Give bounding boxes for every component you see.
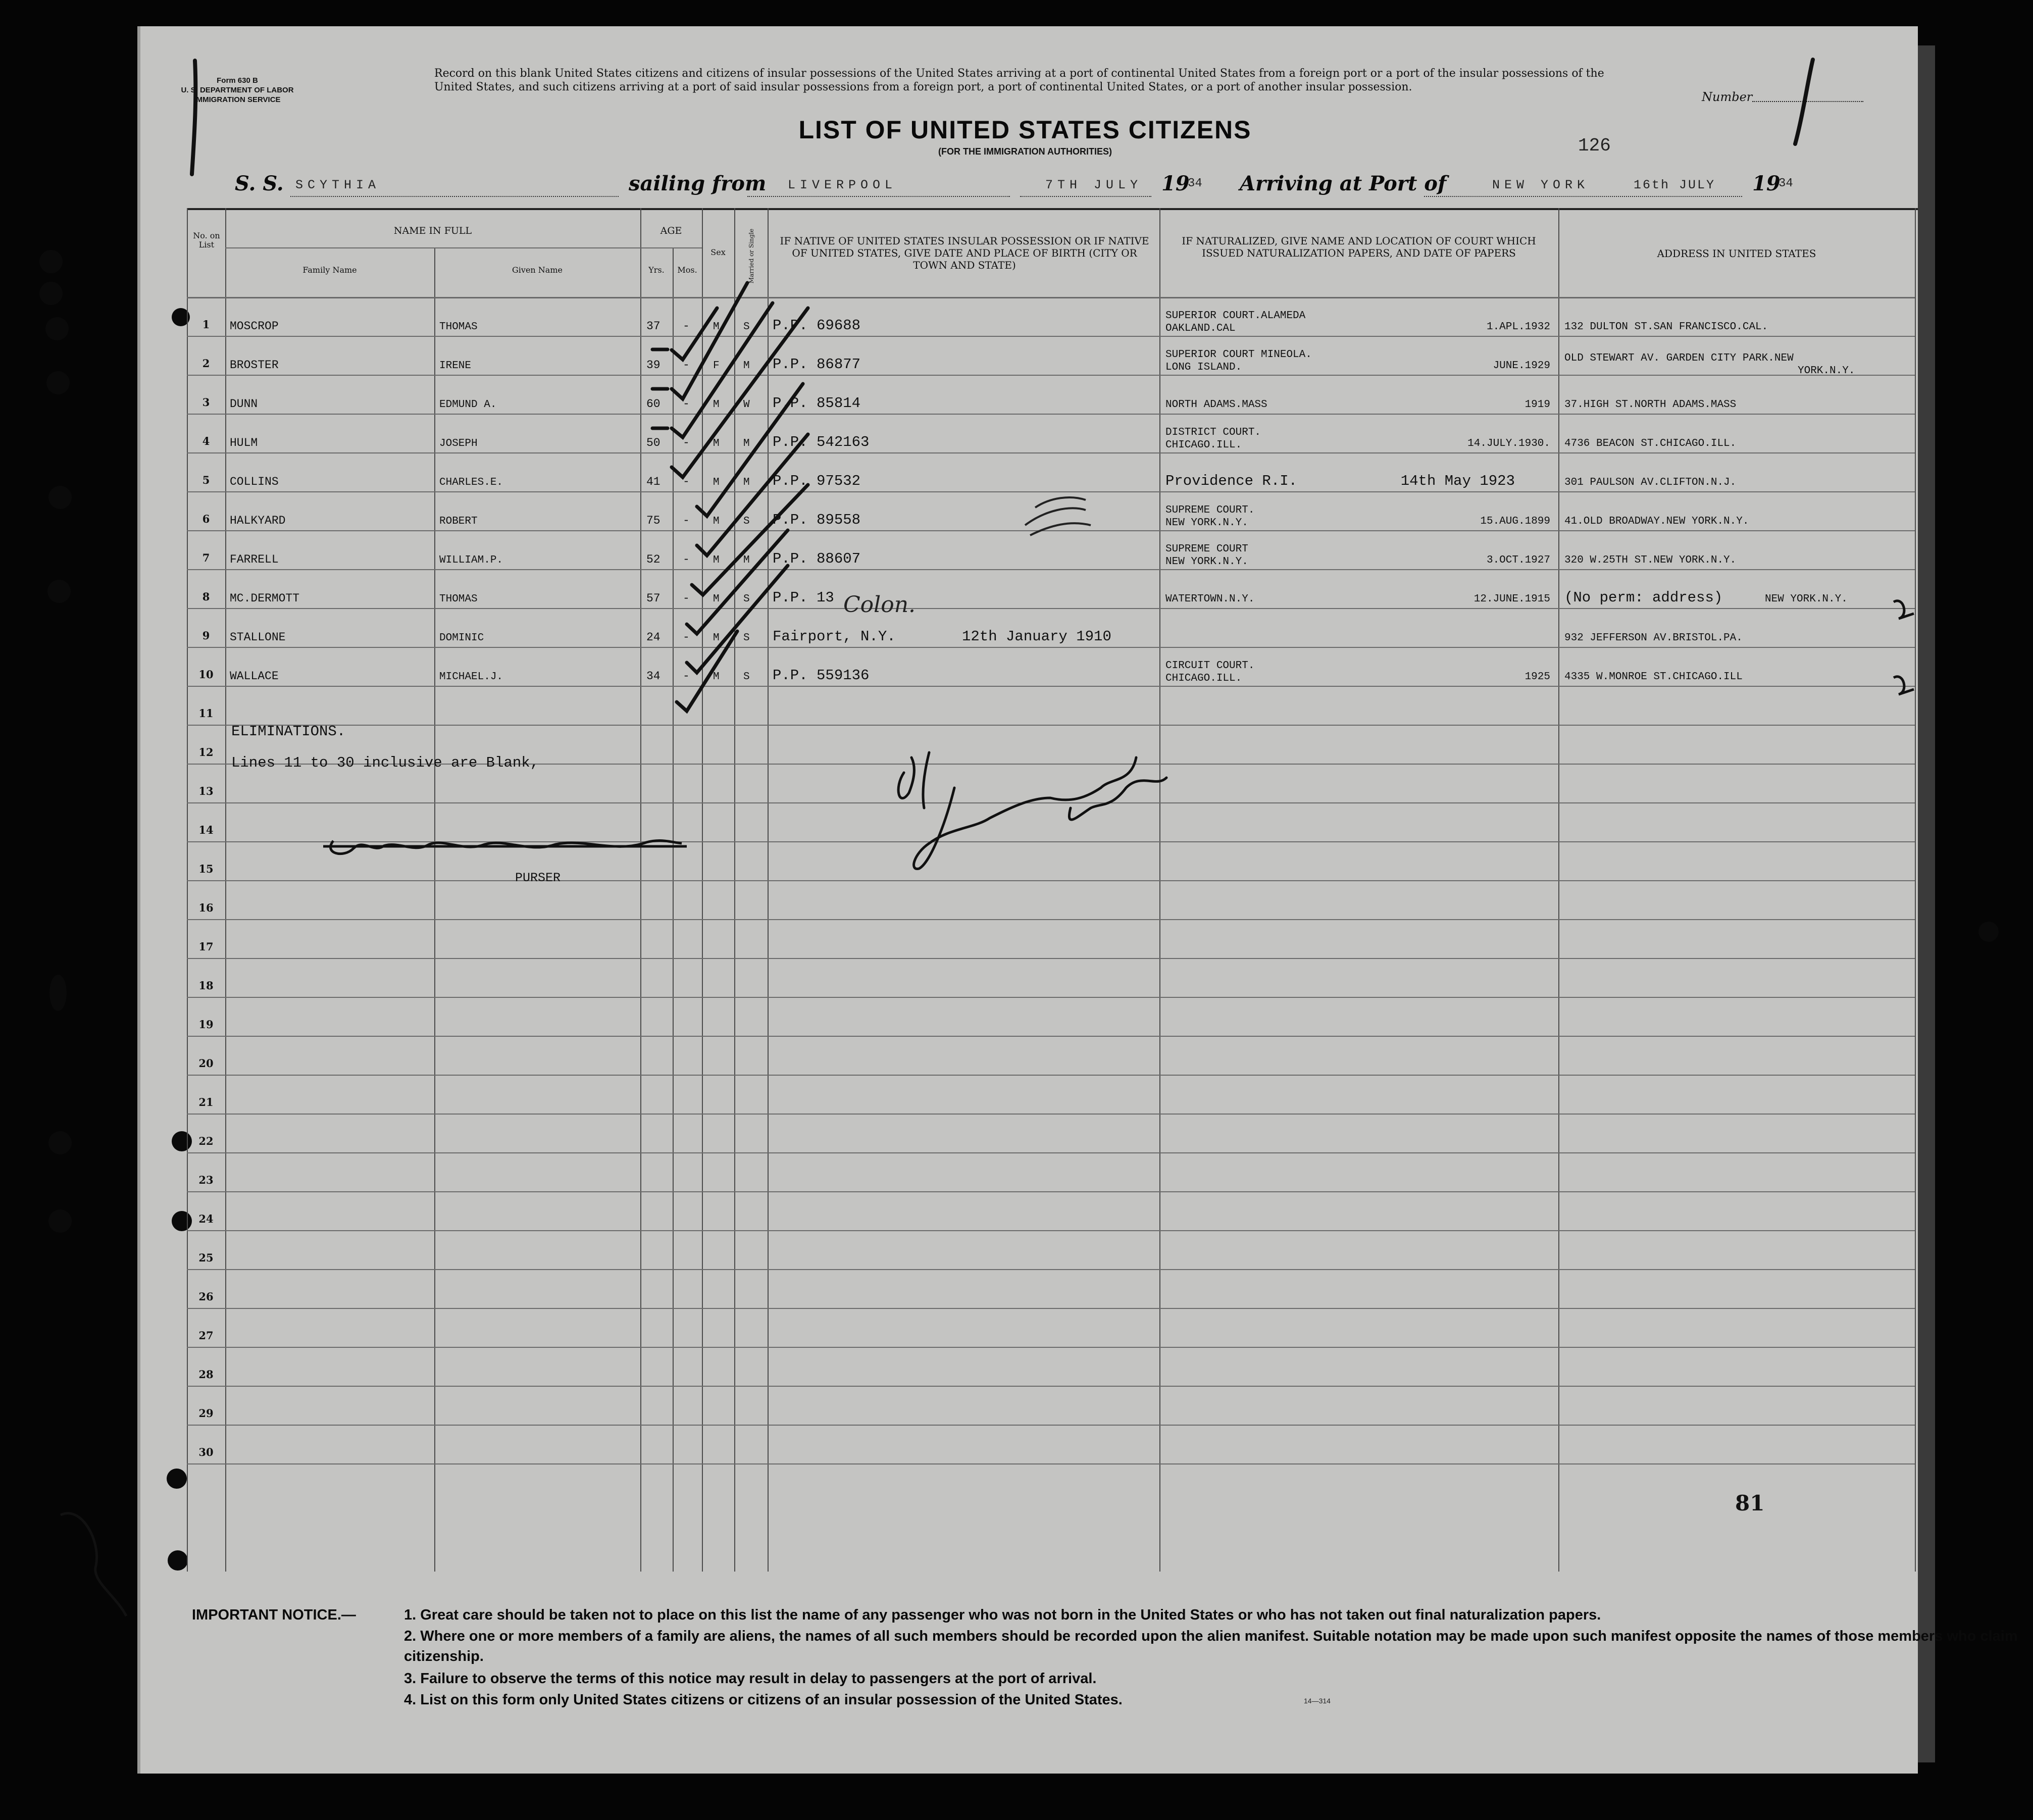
address: 4335 W.MONROE ST.CHICAGO.ILL [1564, 671, 1743, 683]
row-number: 15 [198, 863, 214, 875]
given-name: WILLIAM.P. [439, 554, 503, 566]
sex: M [713, 516, 720, 527]
given-name: ROBERT [439, 516, 478, 527]
row-number: 1 [202, 318, 210, 331]
row-number: 12 [198, 746, 214, 759]
blank-lines-note: Lines 11 to 30 inclusive are Blank, [231, 754, 539, 771]
check-marks [652, 283, 808, 711]
address: (No perm: address) [1564, 589, 1723, 606]
col-header-name: NAME IN FULL [393, 225, 472, 236]
birth-info: P.P. 97532 [773, 473, 861, 489]
page-title: LIST OF UNITED STATES CITIZENS [798, 116, 1252, 144]
address: 932 JEFFERSON AV.BRISTOL.PA. [1564, 632, 1743, 644]
family-name: MOSCROP [230, 320, 279, 333]
court-location: NEW YORK.N.Y. [1165, 556, 1248, 568]
marital-status: S [743, 671, 750, 683]
service-name: IMMIGRATION SERVICE [194, 95, 281, 104]
col-header-no: No. on List [193, 231, 220, 249]
margin-strokes [192, 60, 1813, 174]
sex: M [713, 593, 720, 605]
row-number: 14 [198, 824, 214, 836]
notice-item: 3. Failure to observe the terms of this notice may result in delay to passengers at the port of arrival. [404, 1671, 1097, 1687]
age-months: - [683, 475, 690, 488]
side-marks [61, 601, 1914, 1616]
check-mark [672, 303, 773, 437]
department-name: U. S. DEPARTMENT OF LABOR [181, 86, 294, 94]
handwritten-colon: Colon. [843, 592, 916, 618]
age-months: - [683, 514, 690, 527]
row-number: 29 [198, 1407, 214, 1420]
birth-info: P.P. 88607 [773, 550, 861, 567]
given-name: MICHAEL.J. [439, 671, 503, 683]
col-header-given: Given Name [512, 265, 563, 275]
age-months: - [683, 592, 690, 605]
sex: M [713, 477, 720, 488]
row-number: 21 [198, 1096, 214, 1108]
birth-info: P.P. 559136 [773, 667, 870, 684]
form-instructions: Record on this blank United States citizens and citizens of insular possessions of the United States arriving at a port of continental United States from a foreign port or a port of the insular possessions of the United States, and such citizens arriving at a port of said insular possessions from a foreign port, a port of continental United States, or a port of another insular possession. [434, 67, 1604, 93]
family-name: DUNN [230, 397, 258, 411]
birth-info: P.P. 542163 [773, 434, 870, 450]
family-name: STALLONE [230, 631, 286, 644]
row-number: 2 [202, 357, 210, 370]
age-years: 57 [646, 592, 660, 605]
check-mark [672, 283, 747, 399]
row-number: 13 [198, 785, 214, 797]
family-name: WALLACE [230, 670, 279, 683]
marital-status: S [743, 593, 750, 605]
row-number: 4 [202, 435, 210, 447]
naturalization-date: 3.OCT.1927 [1486, 554, 1550, 566]
row-number: 11 [198, 707, 214, 720]
check-mark [697, 384, 803, 516]
age-years: 41 [646, 475, 660, 488]
page-subtitle: (FOR THE IMMIGRATION AUTHORITIES) [938, 146, 1112, 157]
address: 301 PAULSON AV.CLIFTON.N.J. [1564, 477, 1737, 488]
row-number: 19 [198, 1018, 214, 1031]
row-number: 6 [202, 513, 210, 525]
margin-stroke [1795, 60, 1813, 144]
age-years: 39 [646, 359, 660, 372]
row-number: 8 [202, 590, 210, 603]
age-years: 50 [646, 436, 660, 449]
departure-year-prefix: 19 [1161, 172, 1190, 195]
ship-name: SCYTHIA [295, 178, 381, 192]
purser-signature [323, 841, 687, 854]
court-name: CIRCUIT COURT. [1165, 660, 1255, 672]
court-location: CHICAGO.ILL. [1165, 673, 1242, 684]
arrival-year: 34 [1778, 177, 1793, 190]
marital-status: M [743, 438, 750, 449]
row-number: 10 [198, 668, 214, 681]
row-number: 9 [202, 629, 210, 642]
birth-info: P.P. 86877 [773, 356, 861, 373]
naturalization-date: 14.JULY.1930. [1467, 438, 1550, 449]
court-name: SUPREME COURT [1165, 543, 1248, 555]
age-months: - [683, 359, 690, 372]
naturalization-date: 15.AUG.1899 [1480, 516, 1550, 527]
court-location: NEW YORK.N.Y. [1165, 517, 1248, 529]
row-number: 27 [198, 1329, 214, 1342]
notice-item: 4. List on this form only United States citizens or citizens of an insular possession of the United States. [404, 1692, 1123, 1708]
row-number: 25 [198, 1251, 214, 1264]
court-name: NORTH ADAMS.MASS [1165, 399, 1267, 411]
arrival-port: NEW YORK [1492, 178, 1590, 192]
age-years: 37 [646, 320, 660, 333]
given-name: IRENE [439, 360, 472, 372]
row-number: 3 [202, 396, 210, 409]
naturalization-date: 12.JUNE.1915 [1473, 593, 1550, 605]
marital-status: S [743, 321, 750, 333]
family-name: HULM [230, 436, 258, 449]
col-header-birth: IF NATIVE OF UNITED STATES INSULAR POSSESSION OR IF NATIVE OF UNITED STATES, GIVE DATE AND PLACE OF BIRTH (CITY OR TOWN AND STATE) [780, 235, 1149, 271]
row-number: 22 [198, 1135, 214, 1147]
sex: M [713, 321, 720, 333]
form-number: Form 630 B [217, 76, 258, 85]
given-name: DOMINIC [439, 632, 484, 644]
row-number: 16 [198, 901, 214, 914]
col-header-family: Family Name [302, 265, 357, 275]
stamp-smudge [1025, 497, 1091, 535]
birth-date: 12th January 1910 [962, 628, 1111, 645]
court-location: LONG ISLAND. [1165, 362, 1242, 373]
row-number: 28 [198, 1368, 214, 1381]
address: 132 DULTON ST.SAN FRANCISCO.CAL. [1564, 321, 1768, 333]
col-header-address: ADDRESS IN UNITED STATES [1657, 247, 1816, 260]
address: 320 W.25TH ST.NEW YORK.N.Y. [1564, 554, 1737, 566]
court-location: OAKLAND.CAL [1165, 323, 1236, 334]
margin-stroke [192, 61, 195, 174]
row-number: 5 [202, 474, 210, 486]
marital-status: M [743, 554, 750, 566]
col-header-yrs: Yrs. [648, 265, 665, 275]
age-years: 34 [646, 670, 660, 683]
age-years: 24 [646, 631, 660, 644]
marital-status: S [743, 516, 750, 527]
check-mark [687, 566, 788, 673]
sex: M [713, 671, 720, 683]
address: OLD STEWART AV. GARDEN CITY PARK.NEW [1564, 352, 1794, 364]
address-line2: NEW YORK.N.Y. [1765, 593, 1848, 605]
row-number: 30 [198, 1446, 214, 1458]
court-name: DISTRICT COURT. [1165, 427, 1261, 438]
sex: F [713, 360, 720, 372]
arriving-label: Arriving at Port of [1240, 172, 1447, 195]
departure-date: 7TH JULY [1045, 178, 1143, 192]
naturalization-date: 14th May 1923 [1400, 473, 1515, 489]
number-label: Number [1702, 90, 1753, 104]
family-name: MC.DERMOTT [230, 592, 300, 605]
naturalization-date: 1.APL.1932 [1486, 321, 1550, 333]
given-name: JOSEPH [439, 438, 478, 449]
birth-info: Fairport, N.Y. [773, 628, 896, 645]
given-name: THOMAS [439, 321, 478, 333]
address-line2: YORK.N.Y. [1798, 365, 1855, 377]
purser-label: PURSER [515, 871, 561, 885]
court-location: CHICAGO.ILL. [1165, 439, 1242, 451]
notice-item: 1. Great care should be taken not to place on this list the name of any passenger who was not born in the United States or who has not taken out final naturalization papers. [404, 1607, 1601, 1623]
arrival-year-prefix: 19 [1752, 172, 1781, 195]
row-number: 7 [202, 551, 210, 564]
sex: M [713, 632, 720, 644]
age-months: - [683, 631, 690, 644]
eliminations-note: ELIMINATIONS. [231, 723, 346, 740]
address: 4736 BEACON ST.CHICAGO.ILL. [1564, 438, 1737, 449]
age-years: 52 [646, 553, 660, 566]
court-name: SUPERIOR COURT.ALAMEDA [1165, 310, 1306, 322]
page-marker: 81 [1735, 1491, 1765, 1515]
ss-label: S. S. [235, 172, 284, 195]
col-header-age: AGE [660, 225, 682, 236]
sex: M [713, 554, 720, 566]
given-name: CHARLES.E. [439, 477, 503, 488]
marital-status: M [743, 360, 750, 372]
departure-port: LIVERPOOL [788, 178, 897, 192]
family-name: BROSTER [230, 359, 279, 372]
col-header-naturalized: IF NATURALIZED, GIVE NAME AND LOCATION OF COURT WHICH ISSUED NATURALIZATION PAPERS, AND DATE OF PAPERS [1182, 235, 1536, 259]
marital-status: S [743, 632, 750, 644]
page-number: 126 [1578, 135, 1611, 156]
court-name: Providence R.I. [1165, 473, 1298, 489]
row-number: 20 [198, 1057, 214, 1070]
sailing-label: sailing from [629, 172, 767, 195]
col-header-mos: Mos. [677, 265, 697, 275]
sex: M [713, 438, 720, 449]
age-months: - [683, 436, 690, 449]
inspector-signature [898, 752, 1166, 869]
departure-year: 34 [1188, 177, 1202, 190]
marital-status: M [743, 477, 750, 488]
given-name: EDMUND A. [439, 399, 497, 411]
age-years: 60 [646, 397, 660, 411]
notice-item: 2. Where one or more members of a family are aliens, the names of all such members should be recorded upon the alien manifest. Suitable notation may be made upon such manifest opposite the names of those members who claim citizenship. [404, 1628, 2018, 1664]
birth-info: P.P. 69688 [773, 317, 861, 334]
naturalization-date: 1919 [1524, 399, 1550, 411]
birth-info: P.P. 89558 [773, 512, 861, 528]
family-name: HALKYARD [230, 514, 286, 527]
arrival-date: 16th JULY [1634, 178, 1716, 192]
birth-info: P.P. 13 [773, 589, 834, 606]
family-name: COLLINS [230, 475, 279, 488]
age-months: - [683, 553, 690, 566]
age-years: 75 [646, 514, 660, 527]
court-name: WATERTOWN.N.Y. [1165, 593, 1255, 605]
naturalization-date: JUNE.1929 [1493, 360, 1550, 372]
address: 37.HIGH ST.NORTH ADAMS.MASS [1564, 399, 1737, 411]
row-number: 18 [198, 979, 214, 992]
age-months: - [683, 397, 690, 411]
marital-status: W [743, 399, 750, 411]
check-mark [677, 631, 737, 711]
address: 41.OLD BROADWAY.NEW YORK.N.Y. [1564, 516, 1749, 527]
row-number: 24 [198, 1212, 214, 1225]
age-months: - [683, 670, 690, 683]
notice-label: IMPORTANT NOTICE.— [192, 1607, 356, 1623]
given-name: THOMAS [439, 593, 478, 605]
row-number: 23 [198, 1174, 214, 1186]
court-name: SUPREME COURT. [1165, 504, 1255, 516]
col-header-married: Married or Single [748, 228, 755, 284]
naturalization-date: 1925 [1524, 671, 1550, 683]
row-number: 26 [198, 1290, 214, 1303]
sex: M [713, 399, 720, 411]
check-mark [672, 308, 808, 477]
col-header-sex: Sex [710, 247, 726, 257]
row-number: 17 [198, 940, 214, 953]
family-name: FARRELL [230, 553, 279, 566]
birth-info: P.P. 85814 [773, 395, 861, 412]
age-months: - [683, 320, 690, 333]
court-name: SUPERIOR COURT MINEOLA. [1165, 349, 1312, 361]
form-code: 14—314 [1304, 1697, 1331, 1705]
